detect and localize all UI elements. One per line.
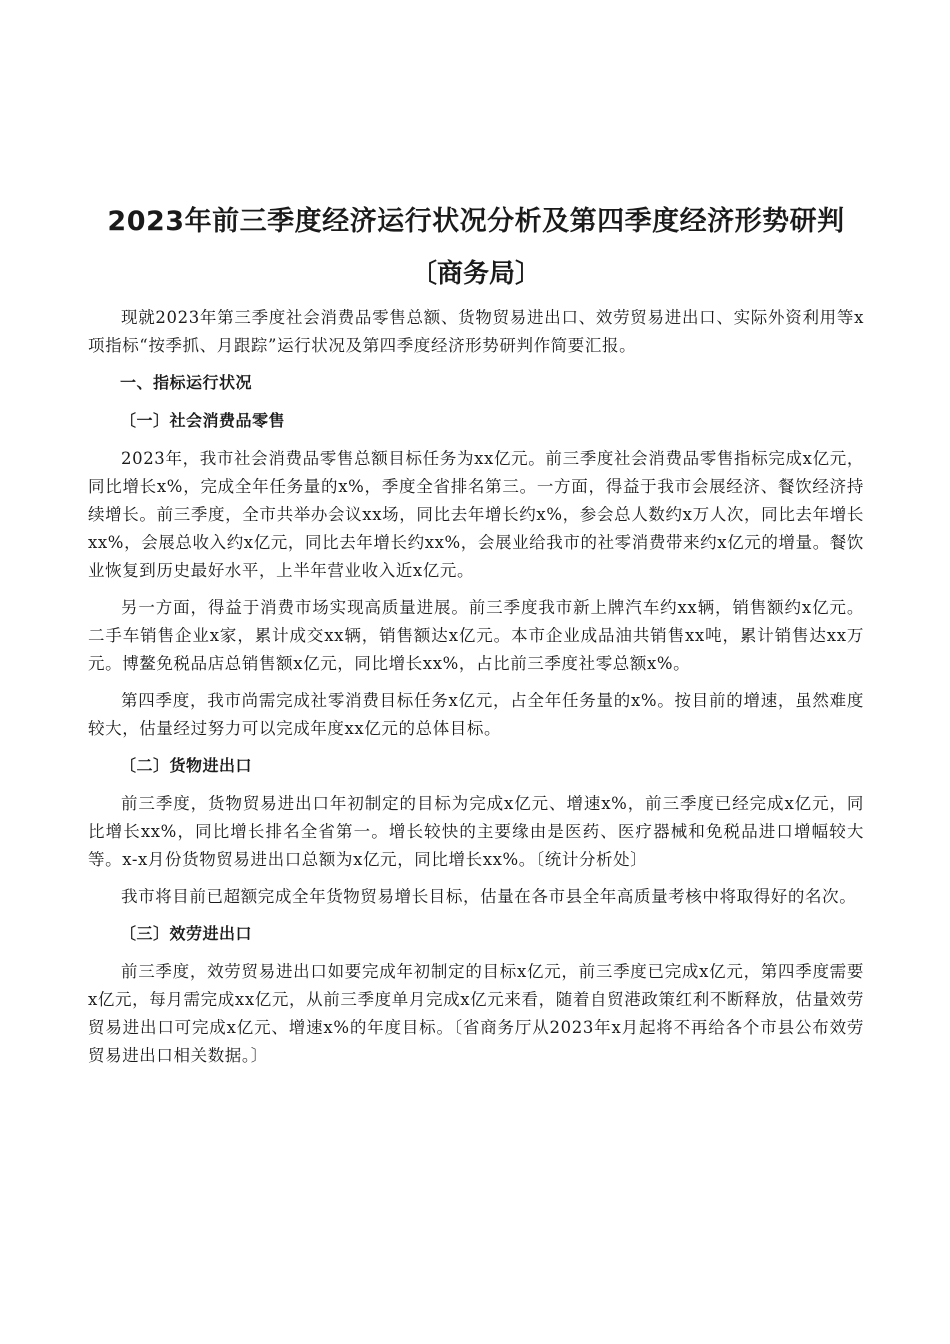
retail-paragraph-3: 第四季度，我市尚需完成社零消费目标任务x亿元，占全年任务量的x%。按目前的增速，虽然难度较大，估量经过努力可以完成年度xx亿元的总体目标。 (88, 691, 864, 738)
retail-paragraph-2: 另一方面，得益于消费市场实现高质量进展。前三季度我市新上牌汽车约xx辆，销售额约x亿元。二手车销售企业x家，累计成交xx辆，销售额达x亿元。本市企业成品油共销售xx吨，累计销售达xx万元。博鳌免税品店总销售额x亿元，同比增长xx%，占比前三季度社零总额x%。 (88, 598, 864, 673)
document-title: 2023年前三季度经济运行状况分析及第四季度经济形势研判 (107, 206, 845, 237)
goods-trade-paragraph-1: 前三季度，货物贸易进出口年初制定的目标为完成x亿元、增速x%，前三季度已经完成x亿元，同比增长xx%，同比增长排名全省第一。增长较快的主要缘由是医药、医疗器械和免税品进口增幅较大等。x-x月份货物贸易进出口总额为x亿元，同比增长xx%。〔统计分析处〕 (88, 794, 864, 869)
retail-paragraph-1: 2023年，我市社会消费品零售总额目标任务为xx亿元。前三季度社会消费品零售指标完成x亿元，同比增长x%，完成全年任务量的x%，季度全省排名第三。一方面，得益于我市会展经济、餐饮经济持续增长。前三季度，全市共举办会议xx场，同比去年增长约x%，参会总人数约x万人次，同比去年增长xx%，会展总收入约x亿元，同比去年增长约xx%，会展业给我市的社零消费带来约x亿元的增量。餐饮业恢复到历史最好水平，上半年营业收入近x亿元。 (88, 449, 864, 580)
services-trade-paragraph-1: 前三季度，效劳贸易进出口如要完成年初制定的目标x亿元，前三季度已完成x亿元，第四季度需要x亿元，每月需完成xx亿元，从前三季度单月完成x亿元来看，随着自贸港政策红利不断释放，估量效劳贸易进出口可完成x亿元、增速x%的年度目标。〔省商务厅从2023年x月起将不再给各个市县公布效劳贸易进出口相关数据。〕 (88, 962, 864, 1065)
document-subtitle: 〔商务局〕 (410, 259, 541, 289)
goods-trade-paragraph-2: 我市将目前已超额完成全年货物贸易增长目标，估量在各市县全年高质量考核中将取得好的名次。 (121, 887, 857, 906)
document-page (88, 196, 864, 1079)
subsection-heading-goods-trade: 〔二〕货物进出口 (120, 756, 253, 775)
subsection-heading-retail: 〔一〕社会消费品零售 (120, 411, 286, 430)
section-heading-indicators: 一、指标运行状况 (120, 373, 253, 392)
intro-paragraph: 现就2023年第三季度社会消费品零售总额、货物贸易进出口、效劳贸易进出口、实际外资利用等x项指标“按季抓、月跟踪”运行状况及第四季度经济形势研判作简要汇报。 (88, 308, 864, 355)
subsection-heading-services-trade: 〔三〕效劳进出口 (120, 924, 253, 943)
